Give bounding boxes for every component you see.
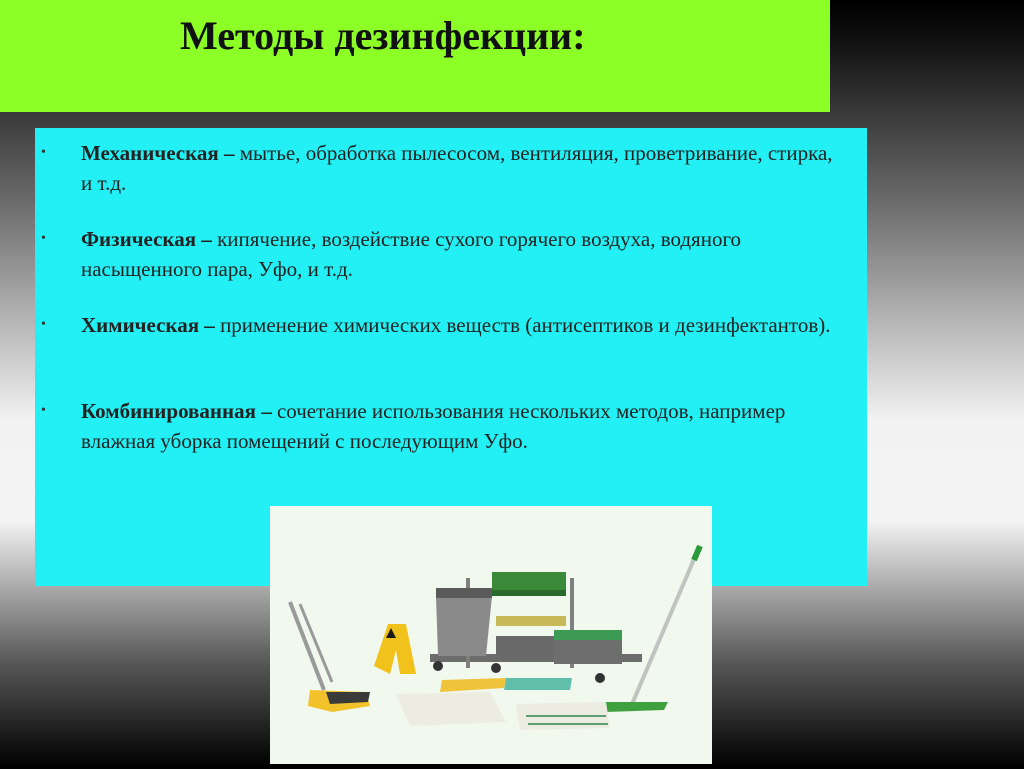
bullet-icon: • bbox=[41, 231, 46, 246]
cleaning-equipment-illustration-icon bbox=[270, 506, 712, 764]
bullet-icon: • bbox=[41, 317, 46, 332]
title-banner bbox=[0, 0, 830, 112]
slide-title: Методы дезинфекции: bbox=[180, 13, 586, 58]
item-text bbox=[81, 310, 841, 340]
item-heading: Химическая – bbox=[81, 313, 215, 337]
cleaning-equipment-photo bbox=[270, 506, 712, 764]
item-text bbox=[81, 138, 841, 198]
item-description: сочетание использования нескольких методов, например влажная уборка помещений с последующим Уфо. bbox=[81, 399, 786, 453]
item-heading: Комбинированная – bbox=[81, 399, 272, 423]
item-text bbox=[81, 224, 841, 284]
bullet-icon: • bbox=[41, 145, 46, 160]
item-heading: Физическая – bbox=[81, 227, 212, 251]
item-description: кипячение, воздействие сухого горячего воздуха, водяного насыщенного пара, Уфо, и т.д. bbox=[81, 227, 742, 281]
bullet-icon: • bbox=[41, 403, 46, 418]
item-description: мытье, обработка пылесосом, вентиляция, проветривание, стирка, и т.д. bbox=[81, 141, 833, 195]
item-description: применение химических веществ (антисептиков и дезинфектантов). bbox=[214, 313, 831, 337]
item-text bbox=[81, 396, 841, 456]
item-heading: Механическая – bbox=[81, 141, 235, 165]
